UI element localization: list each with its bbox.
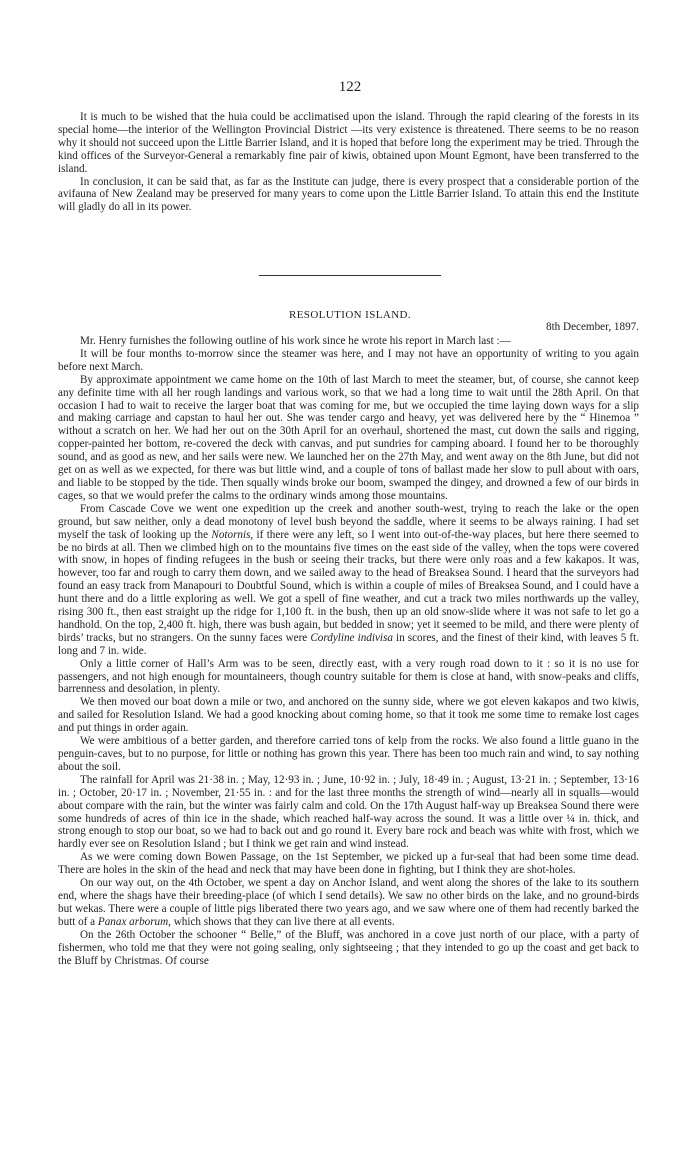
page-number: 122 <box>338 79 362 95</box>
paragraph: Only a little corner of Hall’s Arm was to be seen, directly east, with a very rough road down to it : so it is no use for passengers, and not high enough for mountaineers, though country suitable for them is close at hand, with snow-peaks and cliffs, barrenness and desolation, in plenty. <box>58 657 639 696</box>
section-divider <box>259 275 441 276</box>
paragraph: On our way out, on the 4th October, we spent a day on Anchor Island, and went along the shores of the lake to its southern end, where the shags have their breeding-place (of which I send details). We saw no other birds on the lake, and no ground-birds but wekas. There were a couple of little pigs liberated there two years ago, and we saw where one of them had recently barked the butt of a Panax arborum, which shows that they can live there at all events. <box>58 877 639 928</box>
paragraph: We then moved our boat down a mile or two, and anchored on the sunny side, where we got eleven kakapos and two kiwis, and sailed for Resolution Island. We had a good knocking about coming home, so that it took me some time to remake lost cages and put things in order again. <box>58 696 639 735</box>
section-text-little-barrier <box>58 111 639 214</box>
paragraph: Mr. Henry furnishes the following outline of his work since he wrote his report in March last :— <box>80 335 511 347</box>
paragraph: It is much to be wished that the huia could be acclimatised upon the island. Through the rapid clearing of the forests in its special home—the interior of the Wellington Provincial District —its very existence is threatened. There seems to be no reason why it should not succeed upon the Little Barrier Island, and it is hoped that before long the experiment may be tried. Through the kind offices of the Surveyor-General a remarkably fine pair of kiwis, obtained upon Mount Egmont, have been transferred to the island. <box>58 111 639 175</box>
paragraph: On the 26th October the schooner “ Belle,” of the Bluff, was anchored in a cove just north of our place, with a party of fishermen, who told me that they were not going sealing, only sightseeing ; that they intended to go up the coast and get back to the Bluff by Christmas. Of course <box>58 928 639 967</box>
paragraph: We were ambitious of a better garden, and therefore carried tons of kelp from the rocks. We also found a little guano in the penguin-caves, but to no purpose, for little or nothing has grown this year. There has been too much rain and wind, to say nothing about the soil. <box>58 735 639 773</box>
paragraph: The rainfall for April was 21·38 in. ; May, 12·93 in. ; June, 10·92 in. ; July, 18·49 in. ; August, 13·21 in. ; September, 13·16 in. ; October, 20·17 in. ; November, 21·55 in. : and for the last three months the strength of wind—nearly all in squalls—would about compare with the rain, but the winter was fairly calm and cold. On the 17th August half-way up Breaksea Sound there were some hundreds of acres of thin ice in the shade, which reached half-way across the sound. It was a little over ¼ in. thick, and strong enough to stop our boat, so we had to back out and go round it. Every bare rock and beach was white with frost, which we hardly ever see on Resolution Island ; but I think we get rain and wind instead. <box>58 773 639 851</box>
section-text-resolution-island <box>58 335 639 967</box>
paragraph: In conclusion, it can be said that, as far as the Institute can judge, there is every prospect that a considerable portion of the avifauna of New Zealand may be preserved for many years to come upon the Little Barrier Island. To attain this end the Institute will gladly do all in its power. <box>58 175 639 214</box>
paragraph: It will be four months to-morrow since the steamer was here, and I may not have an opportunity of writing to you again before next March. <box>58 347 639 373</box>
paragraph: By approximate appointment we came home on the 10th of last March to meet the steamer, but, of course, she cannot keep any definite time with all her rough landings and various work, so that we had a long time to wait until the 28th April. On that occasion I had to wait to receive the larger boat that was coming for me, but we occupied the time laying down ways for a slip and making carriage and capstan to haul her out. She was tender cargo and heavy, yet was delivered here by the “ Hinemoa ” without a scratch on her. We had her out on the 30th April for an overhaul, shortened the mast, cut down the sails and rigging, copper-painted her bottom, re-covered the deck with canvas, and put sundries for camping aboard. I found her to be thoroughly sound, and as good as new, and her sails were new. We launched her on the 27th May, and went away on the 8th June, but did not get on as well as we expected, for there was but little wind, and a couple of tons of ballast made her slow to pull about with oars, and liable to be stopped by the tide. Then squally winds broke our boom, swamped the dingey, and drowned a few of our birds in cages, so that we would prefer the calms to the ordinary winds among those mountains. <box>58 373 639 502</box>
section-heading: RESOLUTION ISLAND. <box>288 309 412 321</box>
paragraph: As we were coming down Bowen Passage, on the 1st September, we picked up a fur-seal that had been some time dead. There are holes in the skin of the head and neck that may have been done in fighting, but I think they are shot-holes. <box>58 851 639 877</box>
paragraph: From Cascade Cove we went one expedition up the creek and another south-west, trying to reach the lake or the open ground, but saw neither, only a dead monotony of level bush beyond the saddle, where it seems to be always raining. I had set myself the task of looking up the Notornis, if there were any left, so I went into out-of-the-way places, but here there seemed to be no birds at all. Then we climbed high on to the mountains five times on the east side of the valley, when the tops were covered with snow, in hopes of finding refugees in the bush or seeing their tracks, but there were only roas and a few kakapos. It was, however, too far and rough to carry them down, and we sailed away to the head of Breaksea Sound. I heard that the surveyors had found an easy track from Manapouri to Doubtful Sound, which is within a couple of miles of Breaksea Sound, and I could have a hunt there and do a little exploring as well. We got a spell of fine weather, and cut a track two miles northwards up the valley, rising 300 ft., then east straight up the ridge for 1,100 ft. in the bush, then up an old snow-slide where it was not safe to let go a handhold. On the top, 2,400 ft. high, there was bush again, but bedded in snow; yet it seemed to be mild, and there were plenty of birds’ tracks, but no strangers. On the sunny faces were Cordyline indivisa in scores, and the finest of their kind, with leaves 5 ft. long and 7 in. wide. <box>58 502 640 657</box>
dateline: 8th December, 1897. <box>546 321 639 333</box>
